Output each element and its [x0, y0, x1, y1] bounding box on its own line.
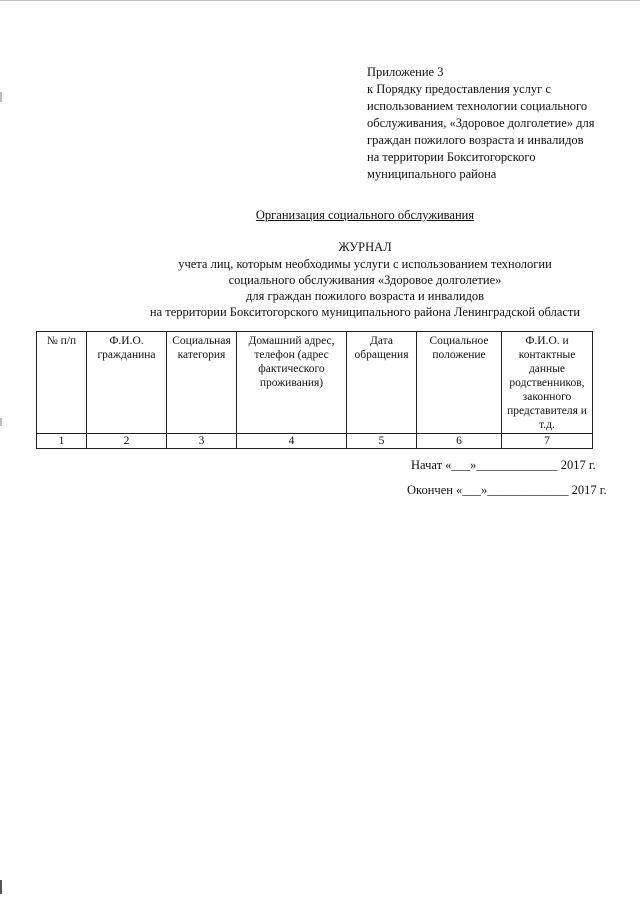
- appendix-line: использованием технологии социального: [367, 99, 588, 113]
- journal-subtitle-line: для граждан пожилого возраста и инвалидов: [245, 289, 485, 303]
- column-number-cell: 6: [417, 434, 502, 449]
- scan-edge-left-mark: [0, 92, 2, 102]
- column-header-number: № п/п: [37, 332, 87, 434]
- column-header-address: Домашний адрес, телефон (адрес фактического проживания): [237, 332, 347, 434]
- column-number-cell: 4: [237, 434, 347, 449]
- table-header-row: [37, 332, 593, 434]
- scan-edge-left-mark-3: [0, 880, 2, 894]
- column-header-full-name: Ф.И.О. гражданина: [87, 332, 167, 434]
- journal-subtitle-line: на территории Бокситогорского муниципального района Ленинградской области: [149, 305, 581, 319]
- appendix-line: Приложение 3: [367, 65, 444, 79]
- column-number-cell: 3: [167, 434, 237, 449]
- column-header-date: Дата обращения: [347, 332, 417, 434]
- column-number-cell: 1: [37, 434, 87, 449]
- appendix-line: к Порядку предоставления услуг с: [367, 82, 551, 96]
- column-number-cell: 2: [87, 434, 167, 449]
- journal-subtitle-line: учета лиц, которым необходимы услуги с использованием технологии: [178, 257, 552, 271]
- table-number-row: [37, 434, 593, 449]
- scan-edge-top: [0, 0, 640, 1]
- column-header-social-status: Социальное положение: [417, 332, 502, 434]
- journal-title: ЖУРНАЛ: [338, 240, 392, 254]
- appendix-line: граждан пожилого возраста и инвалидов: [367, 133, 584, 147]
- journal-subtitle-line: социального обслуживания «Здоровое долголетие»: [228, 273, 502, 287]
- journal-started-line: Начат «___»_____________ 2017 г.: [411, 458, 596, 472]
- appendix-line: на территории Бокситогорского: [367, 150, 536, 164]
- journal-table: [36, 331, 593, 449]
- column-number-cell: 5: [347, 434, 417, 449]
- appendix-line: муниципального района: [367, 167, 497, 181]
- column-header-social-category: Социальная категория: [167, 332, 237, 434]
- journal-ended-line: Окончен «___»_____________ 2017 г.: [407, 483, 607, 497]
- scan-edge-left-mark-2: [0, 418, 2, 426]
- appendix-line: обслуживания, «Здоровое долголетие» для: [367, 116, 595, 130]
- column-header-relatives: Ф.И.О. и контактные данные родственников, законного представителя и т.д.: [502, 332, 593, 434]
- organization-heading: Организация социального обслуживания: [255, 208, 475, 222]
- column-number-cell: 7: [502, 434, 593, 449]
- appendix-block: [367, 64, 617, 183]
